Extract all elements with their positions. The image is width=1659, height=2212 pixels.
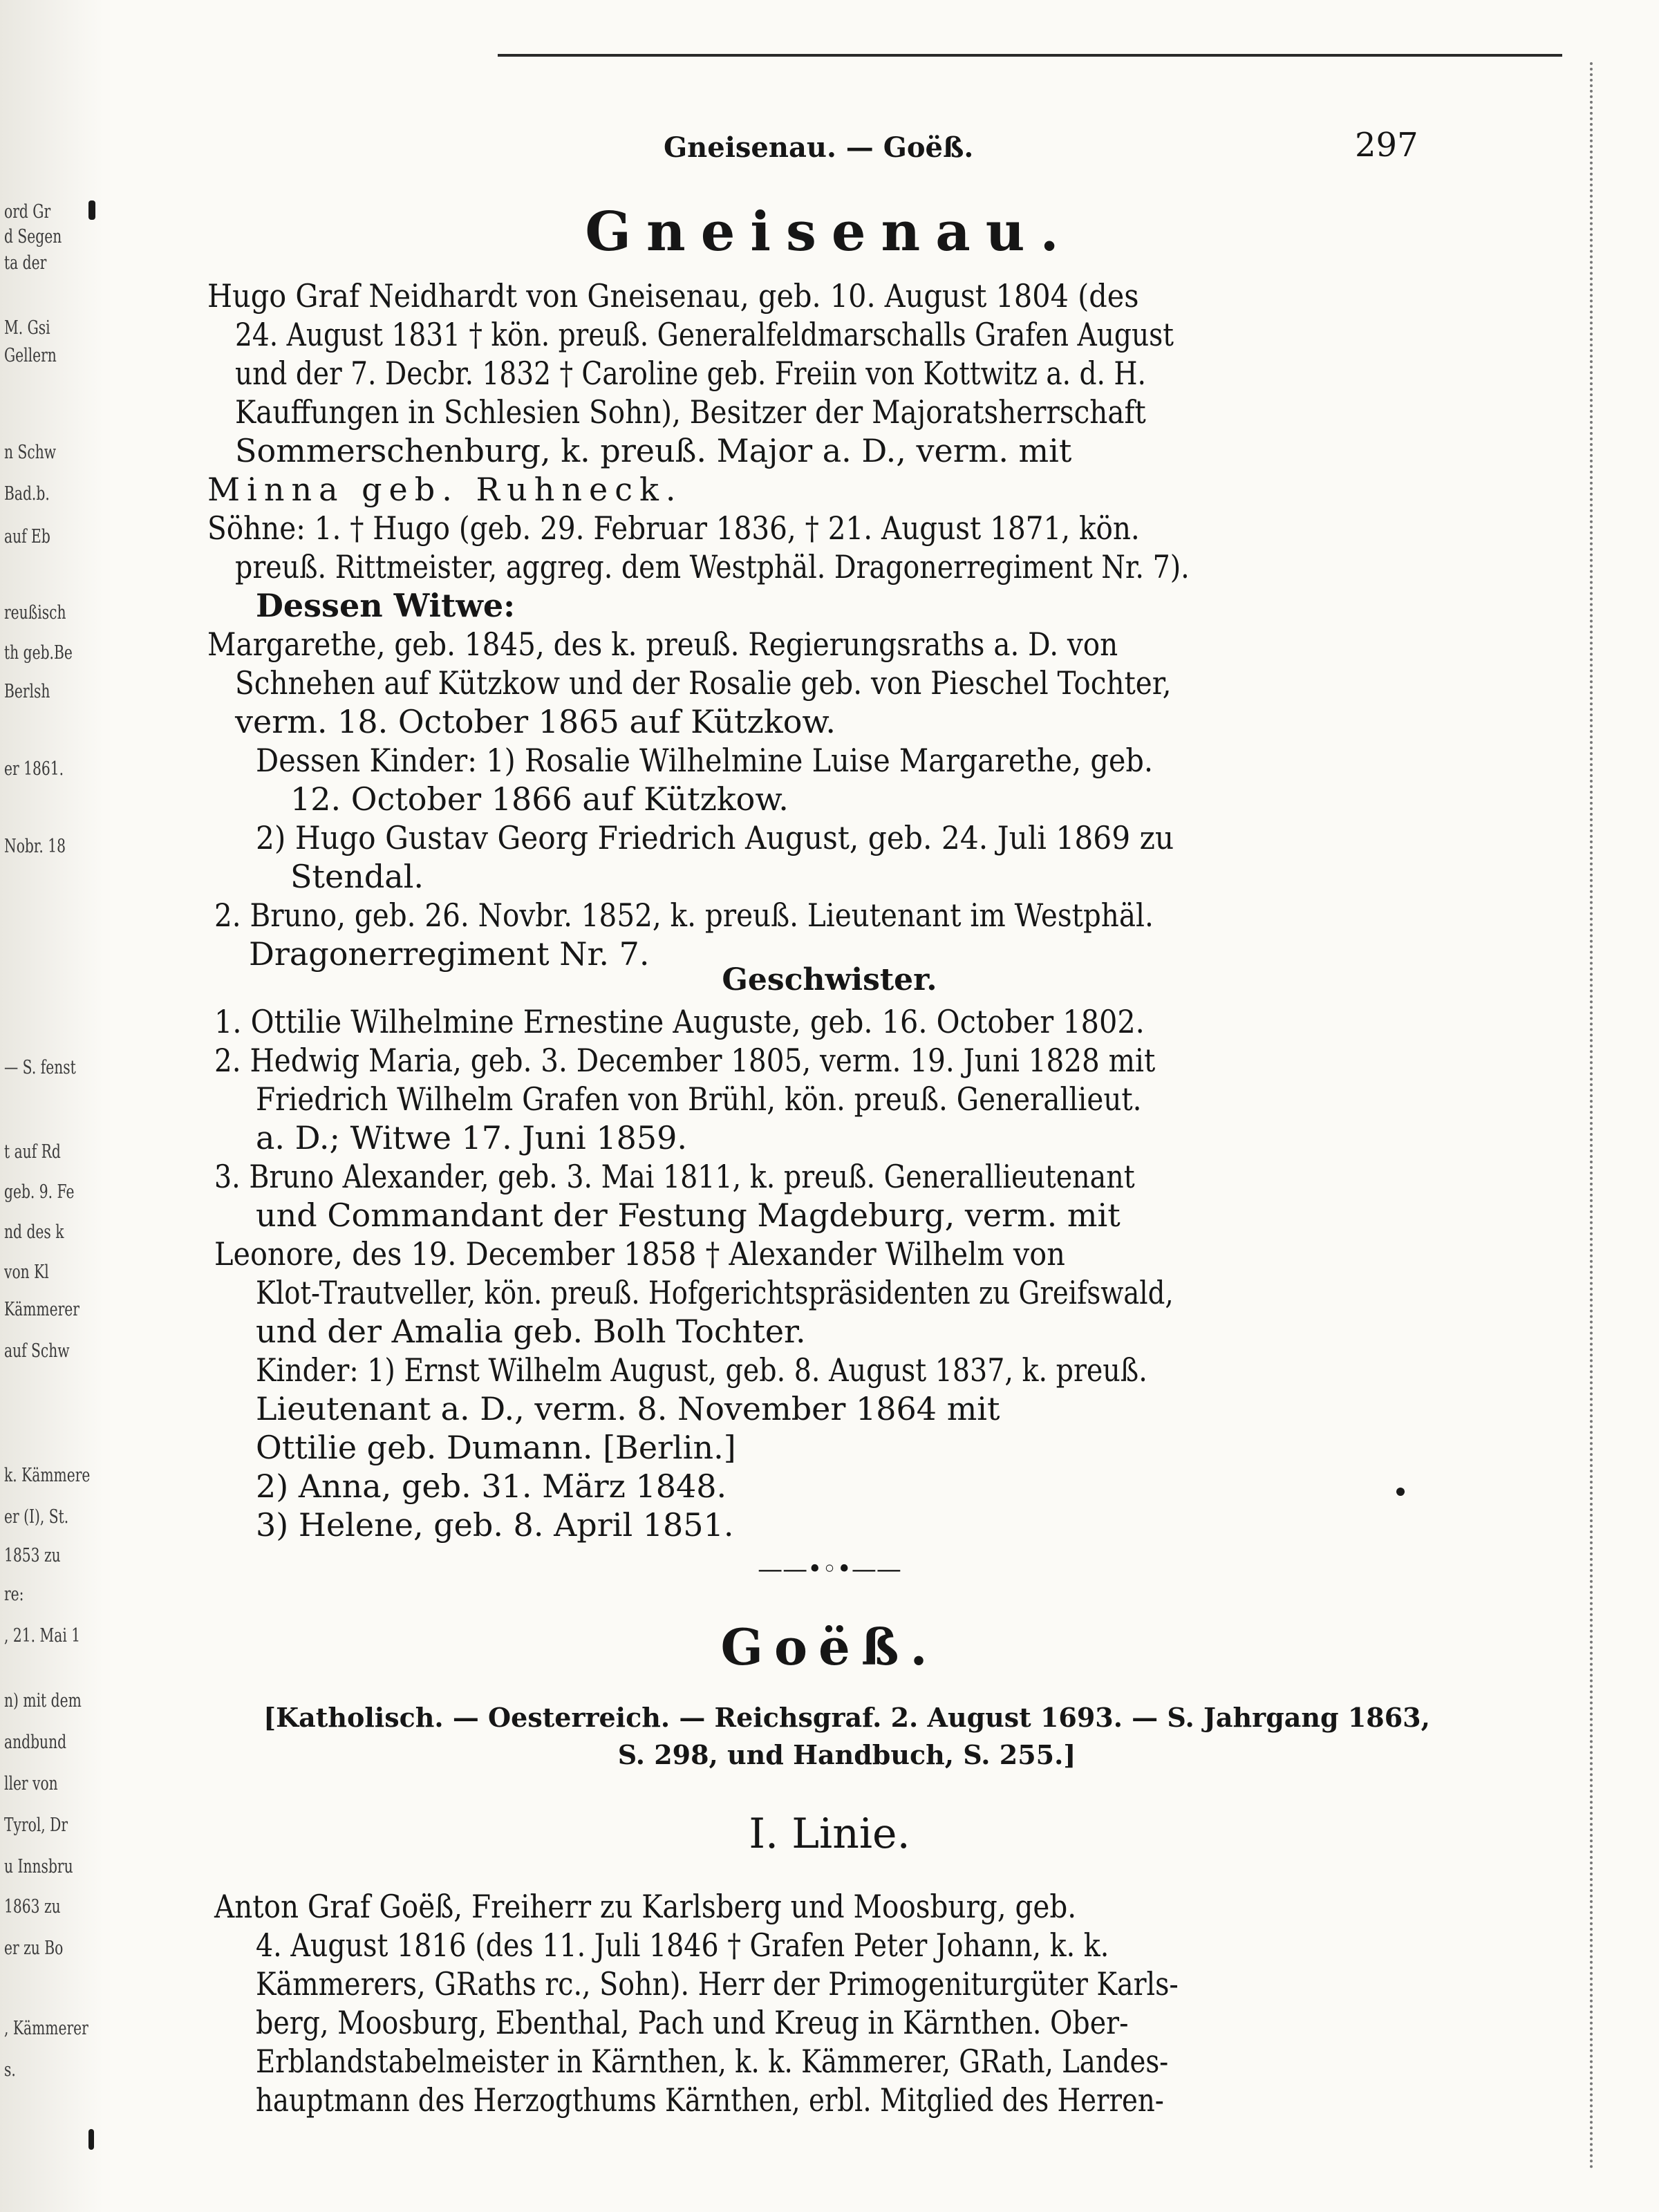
text-line: 2. Bruno, geb. 26. Novbr. 1852, k. preuß. Lieutenant im Westphäl. [214,897,1154,934]
margin-text: geb. 9. Fe [4,1181,75,1203]
text-line: Erblandstabelmeister in Kärnthen, k. k. Kämmerer, GRath, Landes- [256,2043,1169,2080]
text-line: Margarethe, geb. 1845, des k. preuß. Regierungsraths a. D. von [207,626,1118,663]
note-line: [Katholisch. — Oesterreich. — Reichsgraf. 2. August 1693. — S. Jahrgang 1863, [263,1702,1430,1733]
text-line: und der Amalia geb. Bolh Tochter. [256,1313,806,1350]
margin-text: auf Eb [4,526,50,547]
section-note [228,1699,1465,1774]
text-line: und der 7. Decbr. 1832 † Caroline geb. Freiin von Kottwitz a. d. H. [235,355,1146,392]
text-line: 4. August 1816 (des 11. Juli 1846 † Grafen Peter Johann, k. k. [256,1927,1109,1964]
text-line: Ottilie geb. Dumann. [Berlin.] [256,1429,736,1466]
text-line: 3) Helene, geb. 8. April 1851. [256,1506,734,1544]
text-line: 2) Hugo Gustav Georg Friedrich August, geb. 24. Juli 1869 zu [256,819,1174,856]
margin-text: ller von [4,1773,58,1794]
margin-text: d Segen [4,226,62,247]
text-line: Lieutenant a. D., verm. 8. November 1864 mit [256,1390,1000,1427]
margin-text: reußisch [4,602,66,624]
margin-text: ord Gr [4,201,51,223]
margin-text: re: [4,1584,24,1605]
text-line: Kämmerers, GRaths rc., Sohn). Herr der Primogeniturgüter Karls- [256,1965,1179,2003]
text-line: verm. 18. October 1865 auf Kützkow. [235,703,836,740]
section-title-gneisenau: Gneisenau. [585,200,1074,263]
note-line: S. 298, und Handbuch, S. 255.] [617,1739,1076,1770]
margin-text: n Schw [4,442,57,463]
margin-text: Tyrol, Dr [4,1815,68,1836]
margin-text: M. Gsi [4,317,50,339]
margin-text: nd des k [4,1221,64,1243]
text-line: 12. October 1866 auf Kützkow. [290,780,789,818]
text-line: Kinder: 1) Ernst Wilhelm August, geb. 8. August 1837, k. preuß. [256,1351,1147,1389]
text-line: Hugo Graf Neidhardt von Gneisenau, geb. 10. August 1804 (des [207,277,1139,315]
text-line: preuß. Rittmeister, aggreg. dem Westphäl. Dragonerregiment Nr. 7). [235,548,1190,585]
margin-text: 1853 zu [4,1545,61,1566]
text-line: Friedrich Wilhelm Grafen von Brühl, kön. preuß. Generallieut. [256,1080,1142,1118]
ink-mark [88,2129,94,2150]
text-line: Kauffungen in Schlesien Sohn), Besitzer der Majoratsherrschaft [235,393,1146,431]
margin-text: u Innsbru [4,1856,73,1877]
margin-text: andbund [4,1732,67,1753]
text-line: Söhne: 1. † Hugo (geb. 29. Februar 1836, † 21. August 1871, kön. [207,509,1140,547]
text-line: 1. Ottilie Wilhelmine Ernestine Auguste, geb. 16. October 1802. [214,1003,1145,1040]
margin-text: t auf Rd [4,1141,61,1163]
section-divider: ——•◦•—— [758,1555,901,1584]
text-line: 2. Hedwig Maria, geb. 3. December 1805, verm. 19. Juni 1828 mit [214,1042,1156,1079]
line-heading: I. Linie. [749,1810,910,1858]
margin-text: k. Kämmere [4,1465,91,1486]
margin-text: Nobr. 18 [4,836,66,857]
margin-text: 1863 zu [4,1896,61,1918]
text-line: 24. August 1831 † kön. preuß. Generalfeldmarschalls Grafen August [235,316,1174,353]
text-line: und Commandant der Festung Magdeburg, verm. mit [256,1197,1121,1234]
margin-text: Berlsh [4,681,50,702]
section-title-goess: Goëß. [720,1618,939,1676]
margin-text: Gellern [4,345,57,366]
margin-text: er zu Bo [4,1938,64,1959]
text-line: Dessen Kinder: 1) Rosalie Wilhelmine Luise Margarethe, geb. [256,742,1154,779]
text-line: berg, Moosburg, Ebenthal, Pach und Kreug in Kärnthen. Ober- [256,2004,1129,2041]
margin-text: , 21. Mai 1 [4,1625,81,1647]
top-rule [498,54,1562,57]
text-line: Klot-Trautveller, kön. preuß. Hofgerichtspräsidenten zu Greifswald, [256,1274,1174,1311]
text-line: 3. Bruno Alexander, geb. 3. Mai 1811, k. preuß. Generallieutenant [214,1158,1135,1195]
text-line: Leonore, des 19. December 1858 † Alexander Wilhelm von [214,1235,1065,1273]
margin-text: er 1861. [4,758,64,780]
text-line: a. D.; Witwe 17. Juni 1859. [256,1119,688,1156]
text-line: Minna geb. Ruhneck. [207,471,683,508]
siblings-heading: Geschwister. [722,962,937,997]
text-line: hauptmann des Herzogthums Kärnthen, erbl. Mitglied des Herren- [256,2081,1164,2119]
text-line: Stendal. [290,858,424,895]
text-line: 2) Anna, geb. 31. März 1848. [256,1468,727,1505]
text-line: Anton Graf Goëß, Freiherr zu Karlsberg und Moosburg, geb. [214,1888,1077,1925]
margin-text: Kämmerer [4,1299,79,1320]
page-number: 297 [1355,126,1418,165]
running-header: Gneisenau. — Goëß. [664,131,974,164]
text-line: Sommerschenburg, k. preuß. Major a. D., verm. mit [235,432,1072,469]
margin-text: — S. fenst [4,1057,76,1078]
margin-text: von Kl [4,1262,49,1283]
margin-text: ta der [4,252,47,274]
ink-speck [1396,1488,1405,1496]
margin-text: s. [4,2059,16,2081]
margin-text: Bad.b. [4,483,50,505]
margin-text: auf Schw [4,1340,70,1362]
margin-text: er (I), St. [4,1506,69,1528]
text-line: Dessen Witwe: [256,587,516,624]
text-line: Dragonerregiment Nr. 7. [249,935,650,973]
margin-text: n) mit dem [4,1690,82,1712]
margin-text: th geb.Be [4,642,73,664]
text-line: Schnehen auf Kützkow und der Rosalie geb. von Pieschel Tochter, [235,664,1172,702]
margin-text: , Kämmerer [4,2018,88,2039]
